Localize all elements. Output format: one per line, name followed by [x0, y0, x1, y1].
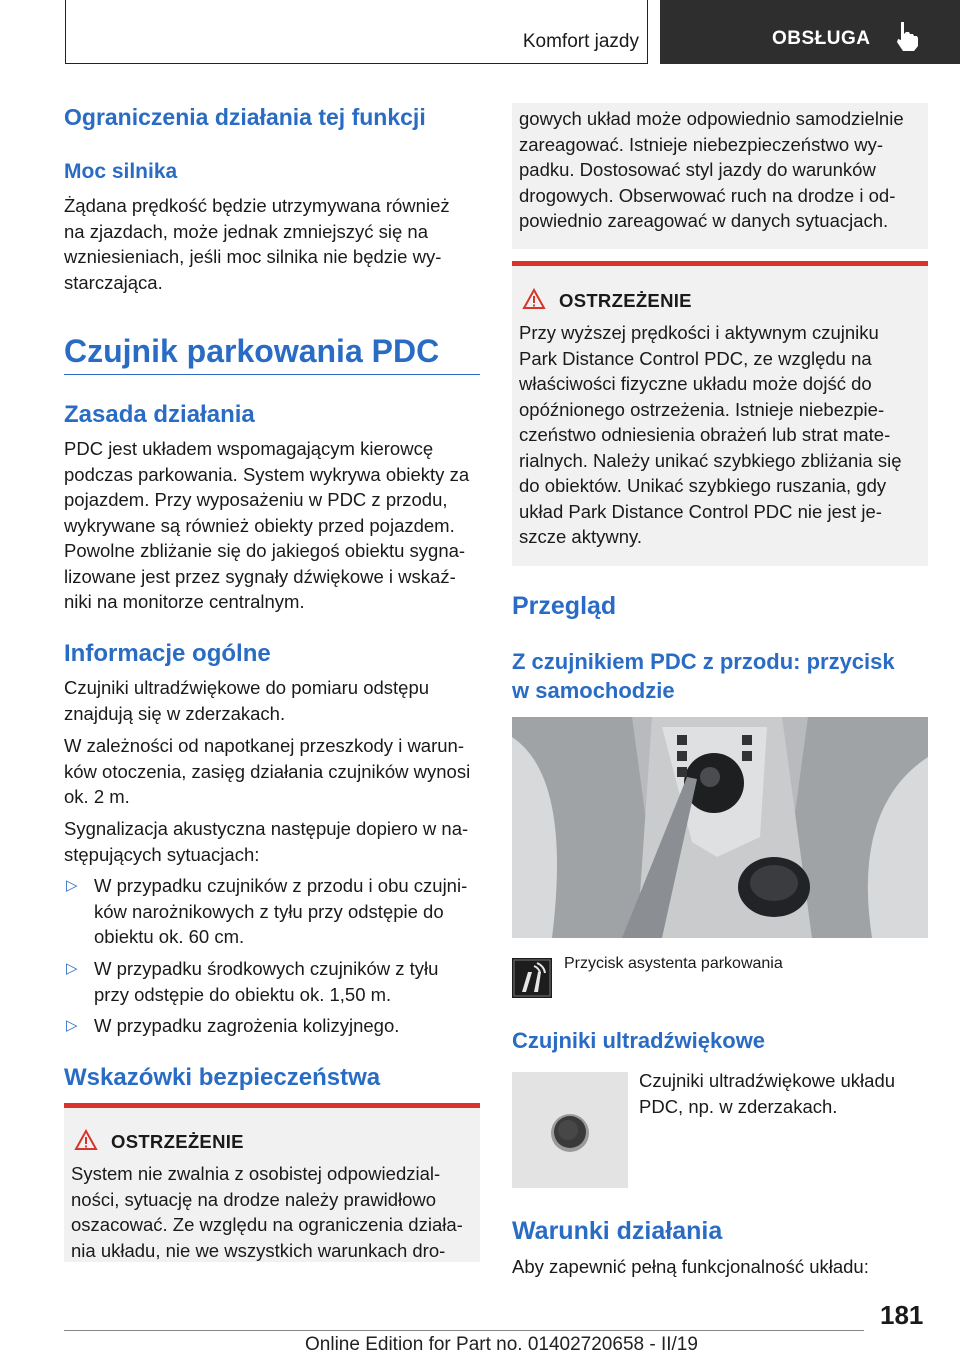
text-line: ok. 2 m.: [64, 786, 130, 807]
heading-overview: Przegląd: [512, 592, 617, 620]
text-line: Przy wyższej prędkości i aktywnym czujniku: [519, 322, 879, 343]
paragraph-sensors: [639, 1068, 928, 1119]
text-line: przy odstępie do obiektu ok. 1,50 m.: [94, 983, 392, 1005]
text-line: podczas parkowania. System wykrywa obiekty za: [64, 463, 470, 485]
paragraph-general-1: [64, 675, 480, 726]
text-line: szcze aktywny.: [519, 526, 643, 547]
text-line: ności, sytuację na drodze należy prawidłowo: [71, 1188, 437, 1210]
text-line: Czujniki ultradźwiękowe do pomiaru odstępu: [64, 677, 430, 698]
heading-sensors: Czujniki ultradźwiękowe: [512, 1028, 766, 1053]
text-line: oszacować. Ze względu na ograniczenia działa-: [71, 1214, 463, 1235]
pointing-hand-icon: [894, 20, 920, 52]
edition-note: Online Edition for Part no. 01402720658 - II/19: [305, 1334, 698, 1355]
text-line: W przypadku czujników z przodu i obu czujni-: [94, 875, 468, 896]
button-caption: Przycisk asystenta parkowania: [564, 955, 783, 972]
text-line: System nie zwalnia z osobistej odpowiedzial-: [71, 1163, 441, 1184]
text-line: Sygnalizacja akustyczna następuje dopiero w na-: [64, 818, 469, 839]
text-line: rialnych. Należy unikać szybkiego zbliżania się: [519, 449, 902, 471]
text-line: Czujniki ultradźwiękowe układu: [639, 1070, 896, 1091]
paragraph-general-2: [64, 733, 480, 810]
heading-safety: Wskazówki bezpieczeństwa: [64, 1064, 381, 1091]
text-line: wzniesieniach, jeśli moc silnika nie będzie wy-: [64, 246, 442, 267]
warning-label: OSTRZEŻENIE: [111, 1131, 244, 1152]
warning-label: OSTRZEŻENIE: [559, 290, 692, 311]
text-line: Żądana prędkość będzie utrzymywana również: [64, 195, 450, 216]
footer-rule: [64, 1330, 864, 1331]
ultrasonic-sensor-image: [512, 1072, 628, 1188]
text-line: znajdują się w zderzakach.: [64, 702, 286, 724]
text-line: Powolne zbliżanie się do jakiegoś obiektu sygna-: [64, 540, 466, 561]
triangle-bullet-icon: ▷: [66, 960, 78, 977]
text-line: stępujących sytuacjach:: [64, 843, 260, 865]
text-line: drogowych. Obserwować ruch na drodze i od-: [519, 184, 896, 206]
text-line: wykrywane są również obiekty przed pojazdem.: [64, 514, 455, 536]
text-line: właściwości fizyczne układu może dojść do: [519, 373, 872, 394]
heading-limits: Ograniczenia działania tej funkcji: [64, 104, 426, 130]
paragraph-conditions: [512, 1254, 928, 1280]
header-chapter-tab: [660, 0, 960, 64]
text-line: zareagować. Istnieje niebezpieczeństwo wy-: [519, 133, 884, 155]
heading-principle: Zasada działania: [64, 401, 255, 428]
paragraph-general-3: [64, 816, 480, 867]
warning-text: [519, 106, 924, 234]
text-line: gowych układ może odpowiednio samodzielnie: [519, 108, 904, 129]
text-line: W przypadku zagrożenia kolizyjnego.: [94, 1015, 400, 1036]
text-line: padku. Dostosować styl jazdy do warunków: [519, 159, 876, 180]
text-line: starczająca.: [64, 271, 163, 293]
text-line: opóźnionego ostrzeżenia. Istnieje niebezpie-: [519, 398, 885, 420]
warning-box-continued: [512, 103, 928, 249]
text-line: PDC, np. w zderzakach.: [639, 1095, 838, 1117]
warning-box-2: [512, 261, 928, 566]
paragraph-principle: [64, 436, 480, 615]
header-section-box: [65, 0, 648, 64]
heading-general: Informacje ogólne: [64, 640, 271, 667]
text-line: powiednio zareagować w danych sytuacjach.: [519, 210, 889, 231]
header-section-title: Komfort jazdy: [522, 31, 639, 52]
heading-button: [512, 647, 928, 705]
text-line: obiektu ok. 60 cm.: [94, 926, 245, 947]
text-line: nia układu, nie we wszystkich warunkach dro-: [71, 1239, 446, 1261]
warning-triangle-icon: [522, 288, 546, 310]
heading-line: w samochodzie: [512, 678, 675, 703]
page-number: 181: [880, 1300, 924, 1330]
text-line: ków narożnikowych z tyłu przy odstępie do: [94, 900, 444, 922]
warning-triangle-icon: [74, 1129, 98, 1151]
heading-pdc: Czujnik parkowania PDC: [64, 333, 440, 369]
warning-bar: [512, 261, 928, 266]
center-console-photo: [512, 717, 928, 938]
text-line: W przypadku środkowych czujników z tyłu: [94, 958, 439, 979]
text-line: W zależności od napotkanej przeszkody i warun-: [64, 735, 464, 756]
text-line: ków otoczenia, zasięg działania czujników wynosi: [64, 760, 471, 782]
warning-box: [64, 1103, 480, 1262]
text-line: Park Distance Control PDC, ze względu na: [519, 347, 872, 369]
warning-text: [519, 320, 924, 550]
heading-rule: [64, 374, 480, 375]
heading-engine-power: Moc silnika: [64, 160, 178, 183]
text-line: niki na monitorze centralnym.: [64, 591, 305, 612]
text-line: na zjazdach, może jednak zmniejszyć się na: [64, 220, 429, 242]
warning-bar: [64, 1103, 480, 1108]
triangle-bullet-icon: ▷: [66, 877, 78, 894]
warning-text: [71, 1161, 476, 1263]
parking-assistant-button-icon: [512, 958, 552, 998]
header-chapter-title: OBSŁUGA: [772, 28, 871, 49]
heading-line: Z czujnikiem PDC z przodu: przycisk: [512, 649, 895, 674]
text-line: Aby zapewnić pełną funkcjonalność układu:: [512, 1256, 869, 1277]
text-line: układ Park Distance Control PDC nie jest je-: [519, 500, 882, 522]
text-line: do obiektów. Unikać szybkiego ruszania, gdy: [519, 475, 887, 496]
text-line: PDC jest układem wspomagającym kierowcę: [64, 438, 434, 459]
triangle-bullet-icon: ▷: [66, 1017, 78, 1034]
paragraph-engine-power: [64, 193, 480, 295]
text-line: czeństwo odniesienia obrażeń lub strat mate-: [519, 424, 891, 445]
heading-conditions: Warunki działania: [512, 1217, 723, 1245]
text-line: pojazdem. Przy wyposażeniu w PDC z przodu,: [64, 489, 448, 510]
text-line: lizowane jest przez sygnały dźwiękowe i wskaź-: [64, 565, 456, 587]
